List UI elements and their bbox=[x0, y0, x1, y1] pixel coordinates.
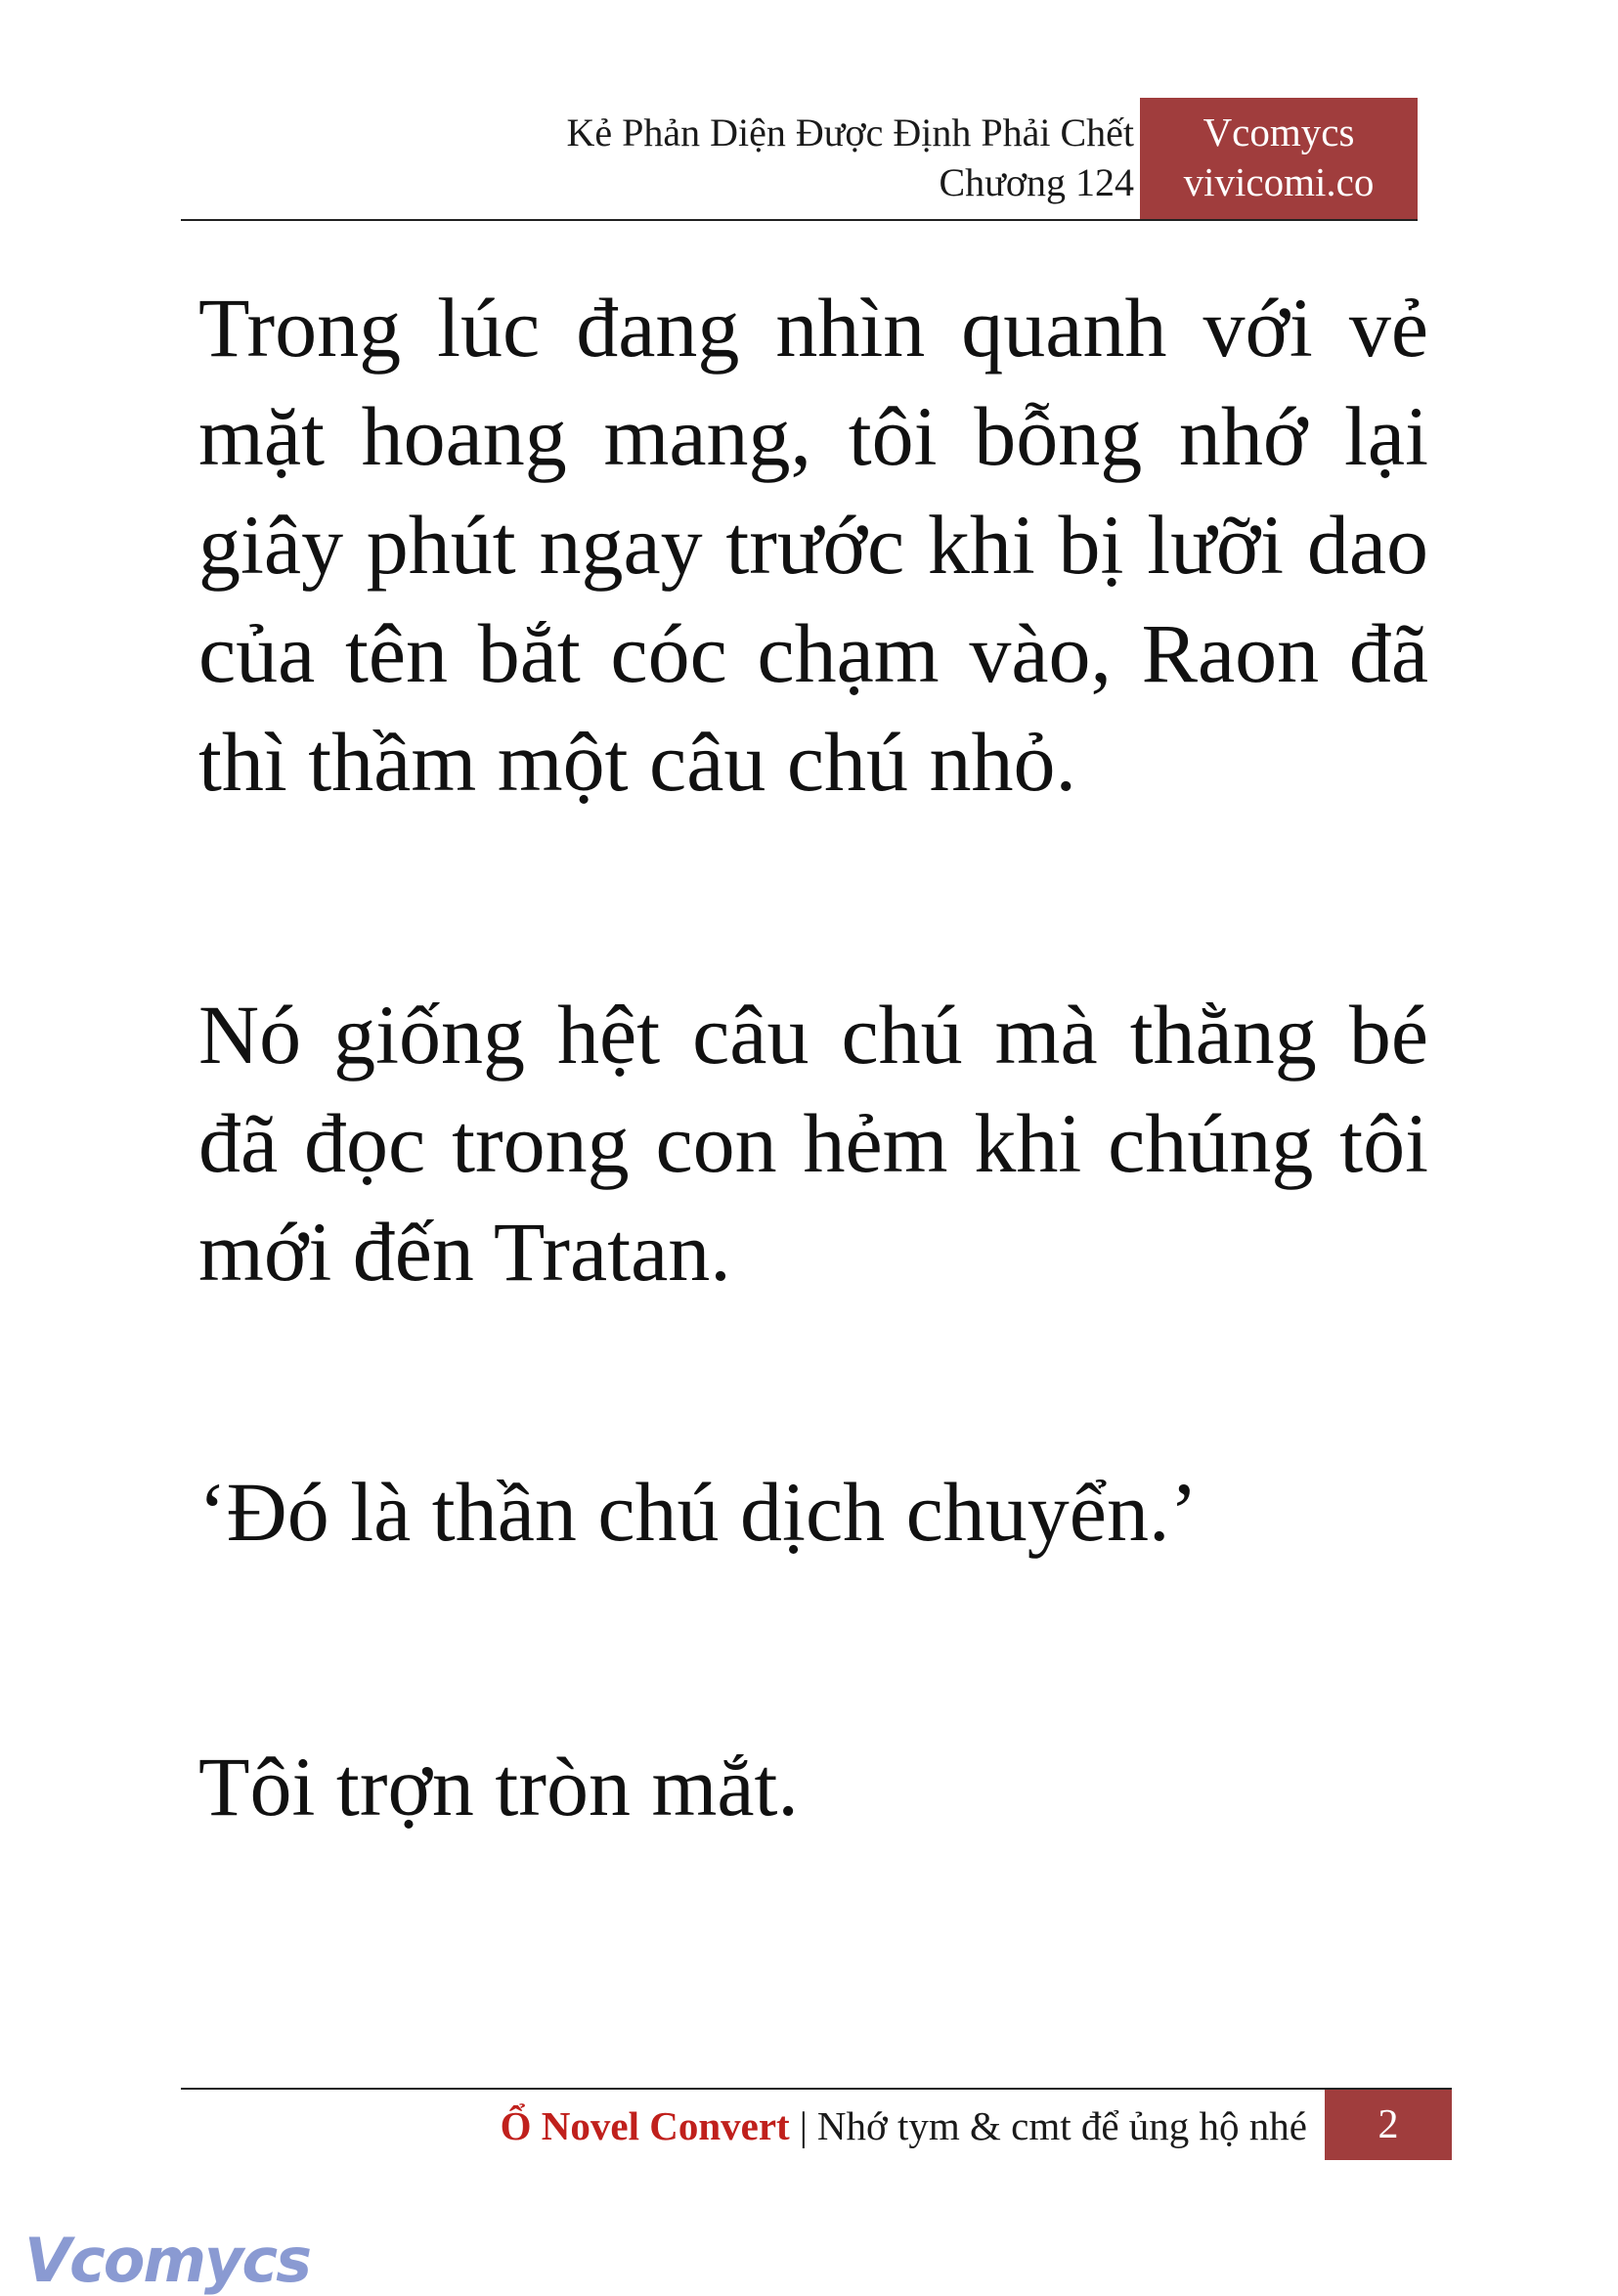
paragraph-1: Trong lúc đang nhìn quanh với vẻ mặt hoang mang, tôi bỗng nhớ lại giây phút ngay trước khi bị lưỡi dao của tên bắt cóc chạm vào, Raon đã thì thầm một câu chú nhỏ. bbox=[198, 281, 1428, 809]
footer-brand: Ổ Novel Convert bbox=[500, 2103, 790, 2148]
footer-text bbox=[501, 2099, 1307, 2152]
paragraph-4: Tôi trợn tròn mắt. bbox=[198, 1740, 799, 1833]
brand-site: vivicomi.co bbox=[1183, 159, 1375, 204]
header-titles bbox=[566, 108, 1134, 207]
chapter-label: Chương 124 bbox=[939, 160, 1134, 204]
brand-name: Vcomycs bbox=[1203, 110, 1355, 155]
footer-message: Nhớ tym & cmt để ủng hộ nhé bbox=[816, 2103, 1307, 2148]
brand-badge bbox=[1140, 98, 1418, 219]
book-title: Kẻ Phản Diện Được Định Phải Chết bbox=[566, 110, 1134, 155]
page-number: 2 bbox=[1325, 2090, 1452, 2160]
paragraph-3: ‘Đó là thần chú dịch chuyển.’ bbox=[198, 1465, 1199, 1559]
footer-separator: | bbox=[799, 2103, 808, 2148]
page-footer bbox=[181, 2088, 1452, 2162]
page-header bbox=[181, 98, 1418, 221]
paragraph-2: Nó giống hệt câu chú mà thằng bé đã đọc trong con hẻm khi chúng tôi mới đến Tratan. bbox=[198, 988, 1428, 1299]
watermark-logo: Vcomycs bbox=[24, 2225, 311, 2296]
